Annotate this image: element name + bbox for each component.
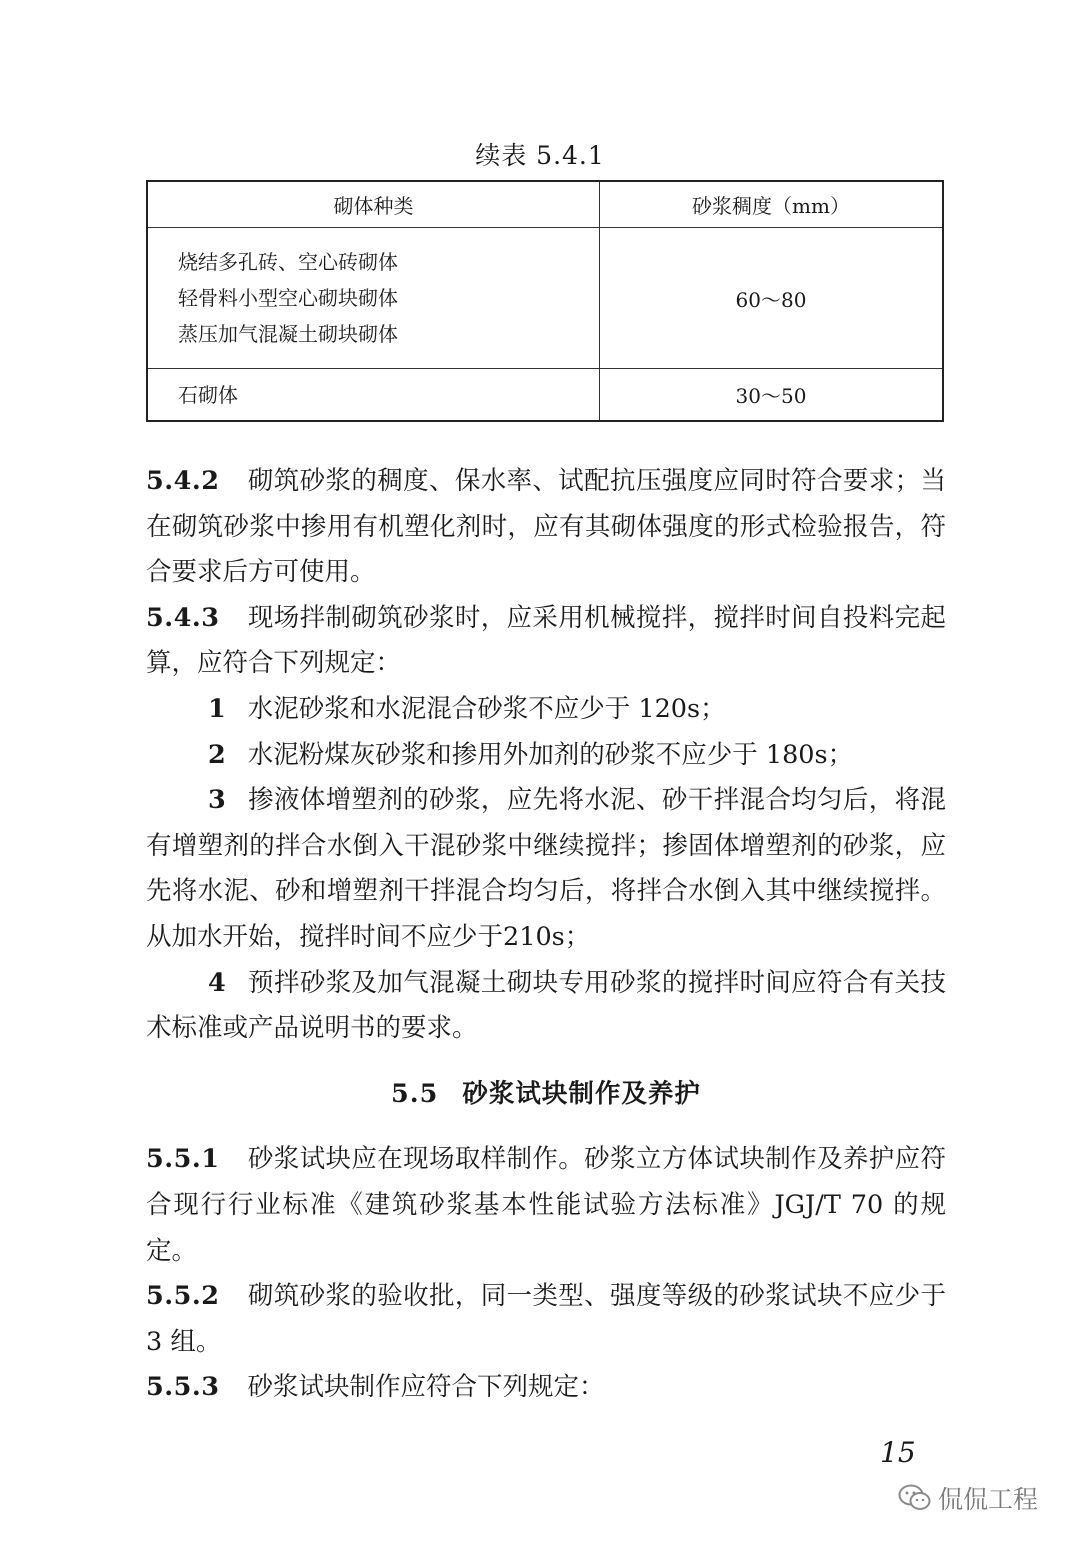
clause-number: 5.5.1	[146, 1144, 220, 1175]
clause-text: 现场拌制砌筑砂浆时，应采用机械搅拌，搅拌时间自投料完起算，应符合下列规定：	[146, 602, 946, 679]
item-number: 3	[208, 785, 226, 816]
clause-text: 砂浆试块制作应符合下列规定：	[247, 1372, 605, 1403]
clause-number: 5.5.2	[146, 1281, 220, 1312]
clause-5-5-1	[146, 1137, 946, 1274]
item-text: 预拌砂浆及加气混凝土砌块专用砂浆的搅拌时间应符合有关技术标准或产品说明书的要求。	[146, 967, 946, 1044]
masonry-type-cell	[147, 369, 600, 422]
consistency-value: 60～80	[600, 228, 944, 369]
table-row	[147, 228, 943, 369]
list-item	[146, 778, 946, 960]
clause-5-5-3	[146, 1365, 946, 1411]
header-masonry-type: 砌体种类	[147, 181, 600, 228]
item-number: 4	[208, 967, 226, 998]
clause-5-4-3	[146, 596, 946, 687]
item-text: 水泥砂浆和水泥混合砂浆不应少于 120s；	[247, 693, 726, 724]
clause-text: 砌筑砂浆的稠度、保水率、试配抗压强度应同时符合要求；当在砌筑砂浆中掺用有机塑化剂时，应有其砌体强度的形式检验报告，符合要求后方可使用。	[146, 466, 946, 588]
section-heading	[146, 1072, 946, 1118]
header-consistency: 砂浆稠度（mm）	[600, 181, 944, 228]
section-title: 砂浆试块制作及养护	[462, 1078, 701, 1109]
body-text	[146, 459, 946, 1411]
table-header-row	[147, 181, 943, 228]
watermark	[898, 1480, 1038, 1516]
table-row	[147, 369, 943, 422]
masonry-type-text: 石砌体	[178, 382, 238, 407]
clause-text: 砌筑砂浆的验收批，同一类型、强度等级的砂浆试块不应少于 3 组。	[146, 1281, 946, 1357]
item-number: 2	[208, 739, 226, 770]
table-caption: 续表 5.4.1	[475, 141, 605, 170]
clause-number: 5.4.3	[146, 602, 220, 633]
masonry-type-text: 轻骨料小型空心砌块砌体	[178, 286, 398, 310]
consistency-value: 30～50	[600, 369, 944, 422]
clause-number: 5.5.3	[146, 1372, 220, 1403]
masonry-type-cell	[147, 228, 600, 369]
list-item	[146, 961, 946, 1052]
clause-number: 5.4.2	[146, 466, 220, 496]
mortar-consistency-table	[146, 180, 944, 422]
clause-5-5-2	[146, 1274, 946, 1365]
masonry-type-text: 蒸压加气混凝土砌块砌体	[178, 322, 398, 346]
clause-text: 砂浆试块应在现场取样制作。砂浆立方体试块制作及养护应符合现行行业标准《建筑砂浆基本性能试验方法标准》JGJ/T 70 的规定。	[146, 1144, 946, 1266]
item-text: 掺液体增塑剂的砂浆，应先将水泥、砂干拌混合均匀后，将混有增塑剂的拌合水倒入干混砂浆中继续搅拌；掺固体增塑剂的砂浆，应先将水泥、砂和增塑剂干拌混合均匀后，将拌合水倒入其中继续搅拌。从加水开始，搅拌时间不应少于210s；	[146, 785, 946, 952]
item-text: 水泥粉煤灰砂浆和掺用外加剂的砂浆不应少于 180s；	[247, 739, 854, 770]
list-item	[146, 687, 946, 733]
watermark-text: 侃侃工程	[938, 1485, 1039, 1514]
section-number: 5.5	[391, 1078, 439, 1109]
masonry-type-text: 烧结多孔砖、空心砖砌体	[178, 250, 398, 274]
item-number: 1	[208, 693, 226, 724]
wechat-icon	[898, 1484, 932, 1512]
page-number: 15	[880, 1436, 916, 1469]
clause-5-4-2	[146, 459, 946, 596]
list-item	[146, 733, 946, 779]
